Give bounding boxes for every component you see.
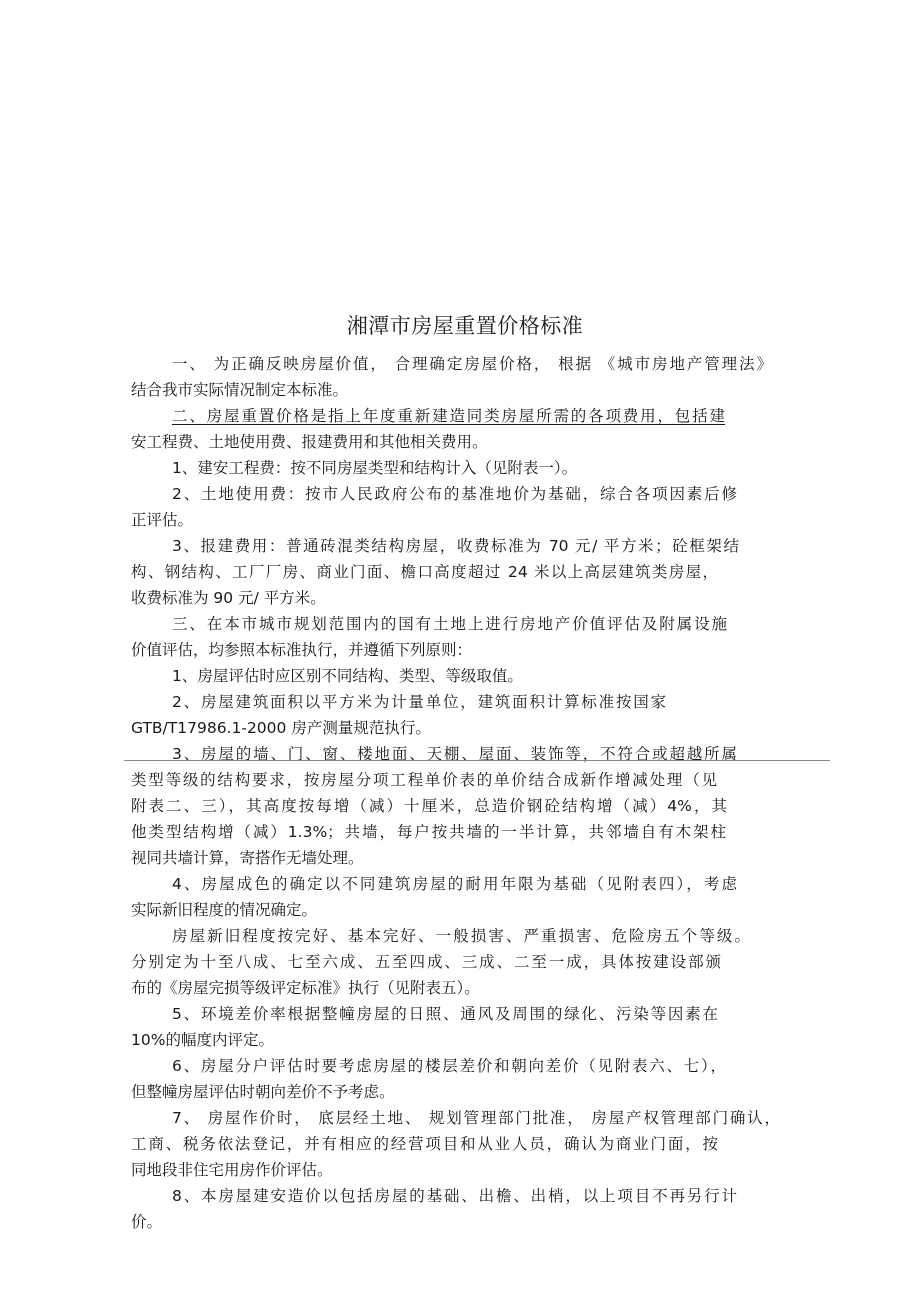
paragraph-line-31: 工商、税务依法登记，并有相应的经营项目和从业人员，确认为商业门面，按 (131, 1135, 718, 1153)
paragraph-line-2: 结合我市实际情况制定本标准。 (131, 381, 349, 399)
divider-line (124, 760, 830, 761)
paragraph-line-21: 4、房屋成色的确定以不同建筑房屋的耐用年限为基础（见附表四），考虑 (172, 875, 737, 893)
paragraph-line-30: 7、 房屋作价时， 底层经土地、 规划管理部门批准， 房屋产权管理部门确认， (172, 1109, 780, 1127)
paragraph-line-4: 安工程费、土地使用费、报建费用和其他相关费用。 (131, 433, 488, 451)
paragraph-line-22: 实际新旧程度的情况确定。 (131, 901, 318, 919)
paragraph-line-25: 布的《房屋完损等级评定标准》执行（见附表五）。 (131, 979, 480, 997)
paragraph-line-19: 他类型结构增（减）1.3%；共墙，每户按共墙的一半计算，共邻墙自有木架柱 (131, 823, 726, 841)
paragraph-line-29: 但整幢房屋评估时朝向差价不予考虑。 (131, 1083, 395, 1101)
paragraph-line-9: 构、钢结构、工厂厂房、商业门面、檐口高度超过 24 米以上高层建筑类房屋， (131, 563, 718, 581)
paragraph-line-3: 二、房屋重置价格是指上年度重新建造同类房屋所需的各项费用，包括建 (172, 407, 725, 425)
paragraph-line-33: 8、本房屋建安造价以包括房屋的基础、出檐、出梢，以上项目不再另行计 (172, 1187, 737, 1205)
paragraph-line-20: 视同共墙计算，寄搭作无墙处理。 (131, 849, 364, 867)
paragraph-line-10: 收费标准为 90 元/ 平方米。 (131, 589, 326, 607)
paragraph-line-17: 类型等级的结构要求，按房屋分项工程单价表的单价结合成新作增减处理（见 (131, 771, 717, 789)
paragraph-line-16: 3、房屋的墙、门、窗、楼地面、天棚、屋面、装饰等，不符合或超越所属 (172, 745, 737, 763)
paragraph-line-34: 价。 (131, 1213, 163, 1231)
paragraph-line-7: 正评估。 (131, 511, 194, 529)
paragraph-line-23: 房屋新旧程度按完好、基本完好、一般损害、严重损害、危险房五个等级。 (172, 927, 750, 945)
paragraph-line-11: 三、在本市城市规划范围内的国有土地上进行房地产价值评估及附属设施 (172, 615, 727, 633)
paragraph-line-1: 一、 为正确反映房屋价值， 合理确定房屋价格， 根据 《城市房地产管理法》 (172, 355, 772, 373)
paragraph-line-13: 1、房屋评估时应区别不同结构、类型、等级取值。 (172, 667, 523, 685)
document-title: 湘潭市房屋重置价格标准 (346, 314, 584, 338)
paragraph-line-15: GTB/T17986.1-2000 房产测量规范执行。 (131, 719, 431, 737)
paragraph-line-8: 3、报建费用：普通砖混类结构房屋，收费标准为 70 元/ 平方米；砼框架结 (172, 537, 739, 555)
paragraph-line-27: 10%的幅度内评定。 (131, 1031, 274, 1049)
paragraph-line-5: 1、建安工程费：按不同房屋类型和结构计入（见附表一）。 (172, 459, 578, 477)
paragraph-line-12: 价值评估，均参照本标准执行，并遵循下列原则： (131, 641, 473, 659)
paragraph-line-6: 2、土地使用费：按市人民政府公布的基准地价为基础，综合各项因素后修 (172, 485, 737, 503)
paragraph-line-26: 5、环境差价率根据整幢房屋的日照、通风及周围的绿化、污染等因素在 (172, 1005, 718, 1023)
paragraph-line-14: 2、房屋建筑面积以平方米为计量单位，建筑面积计算标准按国家 (172, 693, 666, 711)
paragraph-line-32: 同地段非住宅用房作价评估。 (131, 1161, 333, 1179)
paragraph-line-24: 分别定为十至八成、七至六成、五至四成、三成、二至一成，具体按建设部颁 (131, 953, 721, 971)
paragraph-line-18: 附表二、三），其高度按每增（减）十厘米，总造价钢砼结构增（减）4%，其 (131, 797, 727, 815)
paragraph-line-28: 6、房屋分户评估时要考虑房屋的楼层差价和朝向差价（见附表六、七）， (172, 1057, 726, 1075)
